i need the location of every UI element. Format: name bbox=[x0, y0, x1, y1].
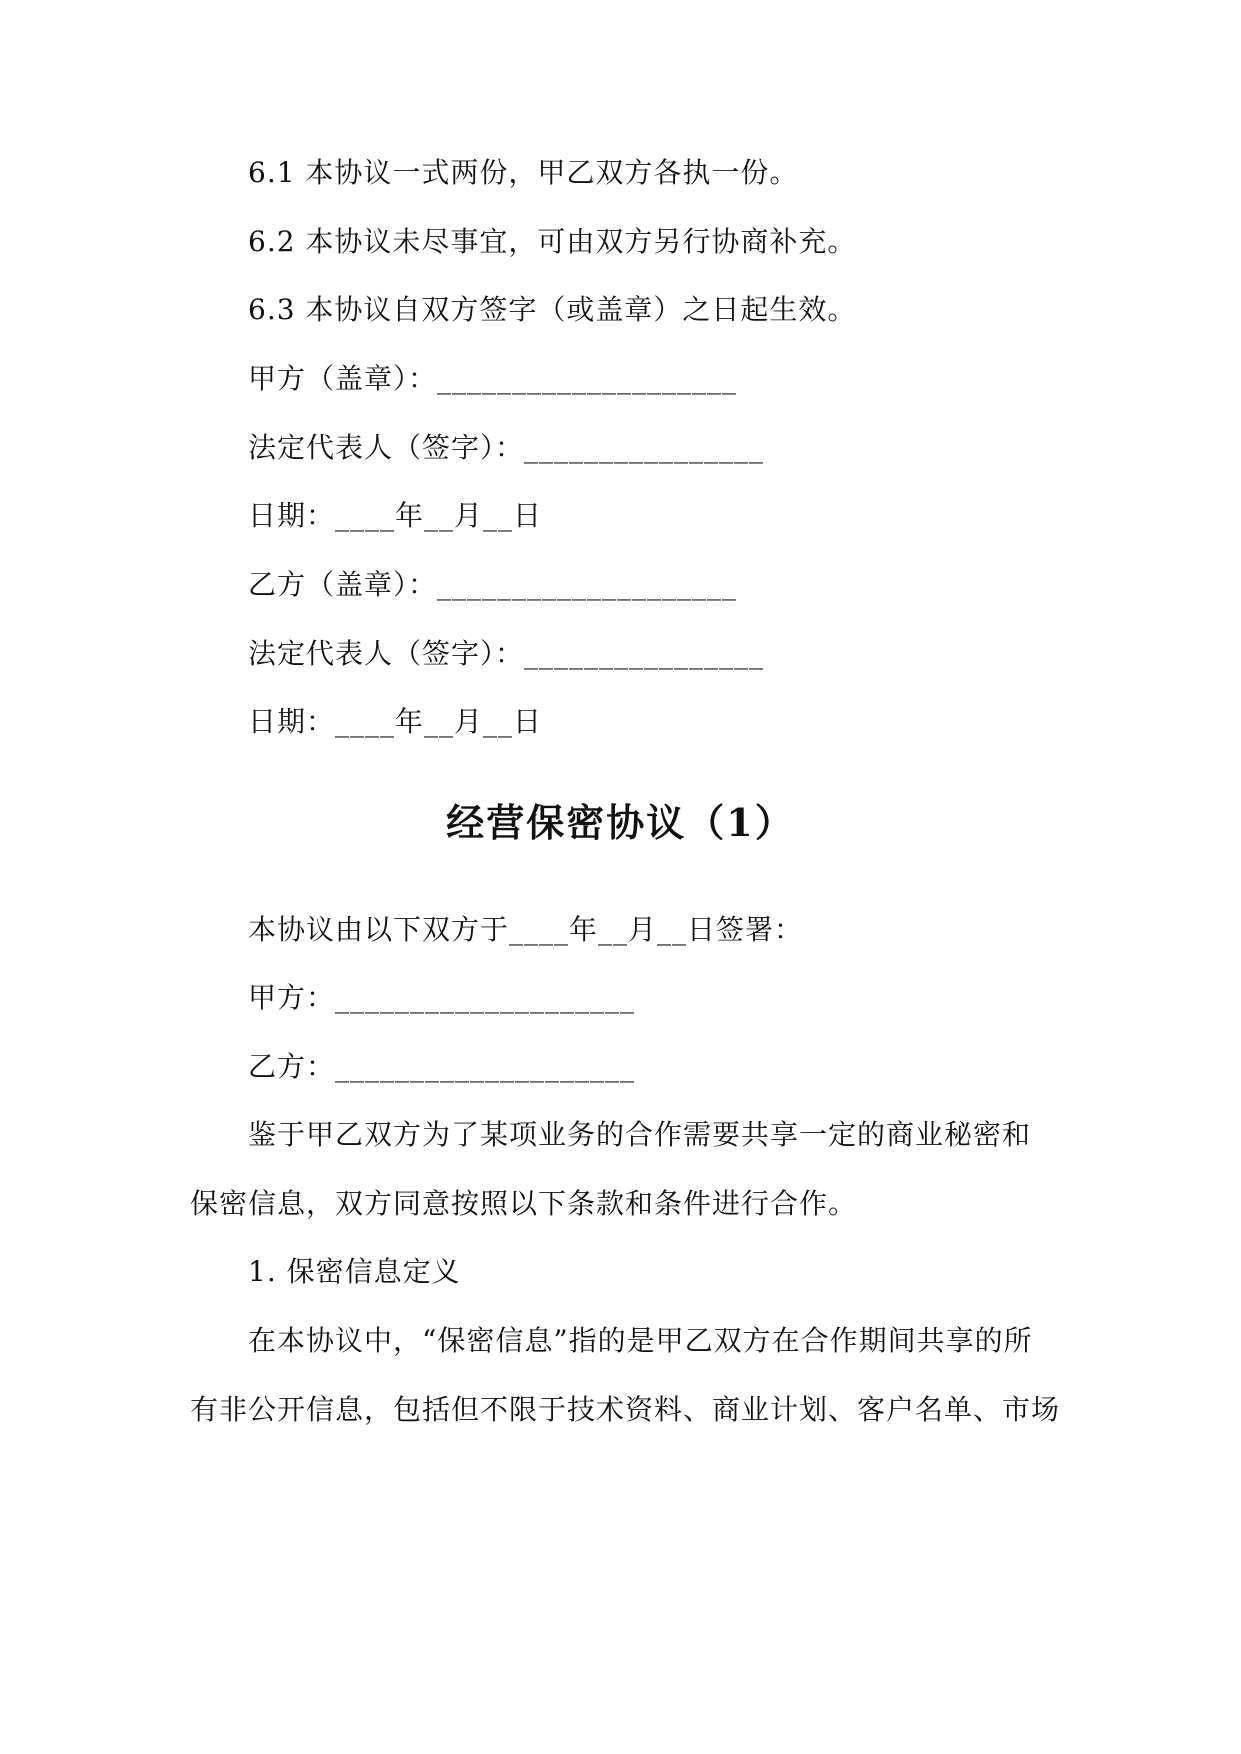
party-a-seal-line: 甲方（盖章）：____________________ bbox=[248, 362, 738, 395]
clause-6-1: 6.1 本协议一式两份，甲乙双方各执一份。 bbox=[248, 156, 799, 189]
recital-paragraph-line-2: 保密信息，双方同意按照以下条款和条件进行合作。 bbox=[190, 1187, 858, 1220]
recital-paragraph-line-1: 鉴于甲乙双方为了某项业务的合作需要共享一定的商业秘密和 bbox=[248, 1118, 1032, 1151]
party-b-date-line: 日期：____年__月__日 bbox=[248, 705, 543, 738]
party-a-name-line: 甲方：____________________ bbox=[248, 981, 636, 1014]
agreement-intro: 本协议由以下双方于____年__月__日签署： bbox=[248, 913, 804, 946]
agreement-title: 经营保密协议（1） bbox=[446, 800, 795, 845]
party-b-representative-line: 法定代表人（签字）：________________ bbox=[248, 637, 765, 670]
party-b-name-line: 乙方：____________________ bbox=[248, 1050, 636, 1083]
party-b-seal-line: 乙方（盖章）：____________________ bbox=[248, 568, 738, 601]
party-a-representative-line: 法定代表人（签字）：________________ bbox=[248, 431, 765, 464]
clause-1-paragraph-line-2: 有非公开信息，包括但不限于技术资料、商业计划、客户名单、市场 bbox=[190, 1393, 1061, 1426]
clause-1-paragraph-line-1: 在本协议中，“保密信息”指的是甲乙双方在合作期间共享的所 bbox=[248, 1324, 1033, 1357]
party-a-date-line: 日期：____年__月__日 bbox=[248, 499, 543, 532]
clause-6-2: 6.2 本协议未尽事宜，可由双方另行协商补充。 bbox=[248, 225, 857, 258]
clause-6-3: 6.3 本协议自双方签字（或盖章）之日起生效。 bbox=[248, 293, 857, 326]
clause-1-heading: 1. 保密信息定义 bbox=[248, 1255, 461, 1288]
